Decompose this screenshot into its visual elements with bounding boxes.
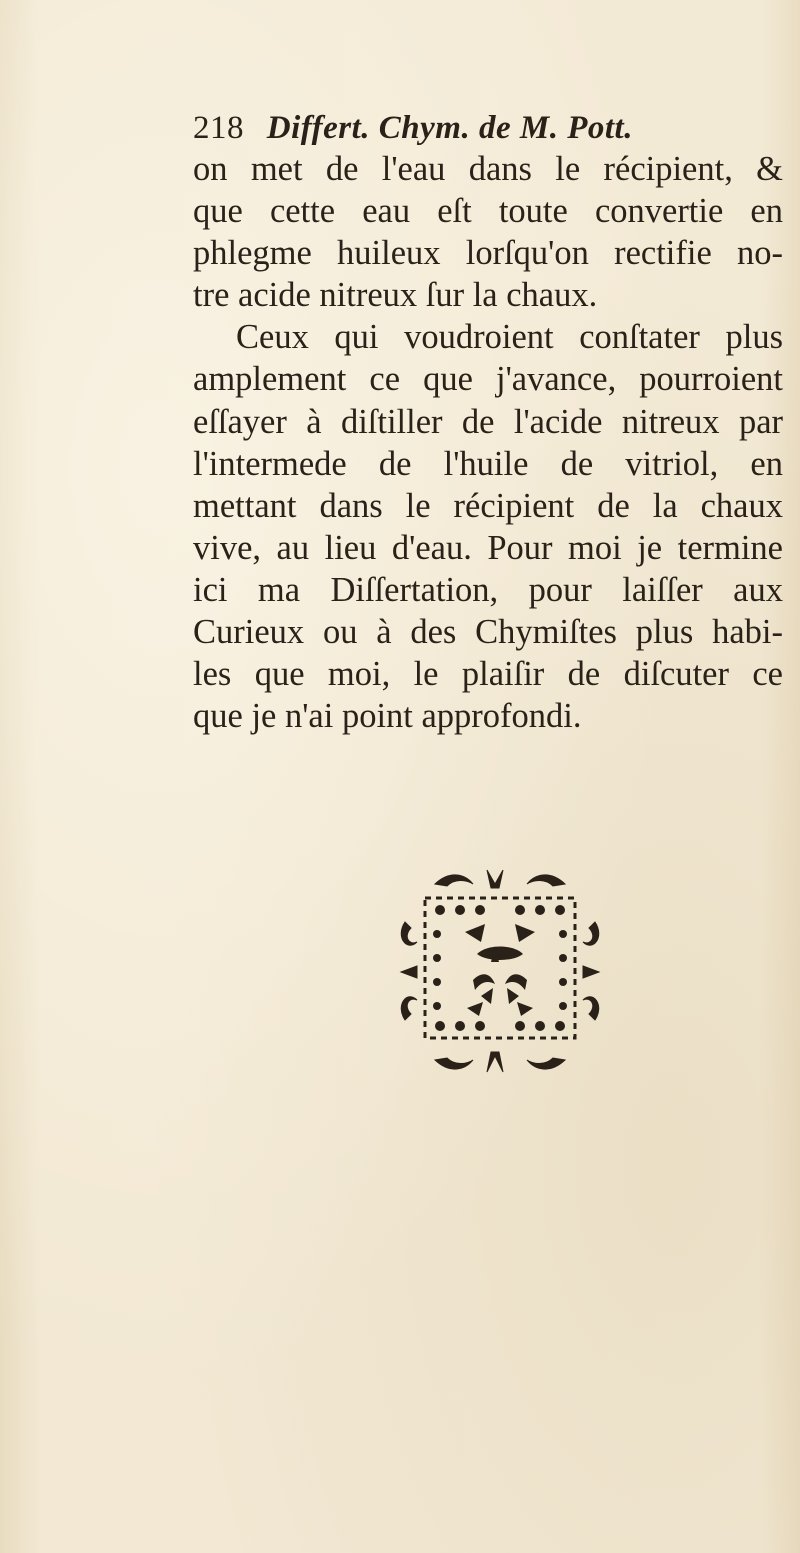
text-line: amplement ce que j'avance, pourroient [193,360,783,399]
text-line: l'intermede de l'huile de vitriol, en [193,444,783,483]
text-line: mettant dans le récipient de la chaux [193,486,783,525]
paragraph-first-line: Ceux qui voudroient conſtater plus [236,318,783,357]
page-number: 218 [193,110,244,146]
text-line: ici ma Diſſertation, pour laiſſer aux [193,570,783,609]
text-line: Curieux ou à des Chymiſtes plus habi- [193,613,783,652]
running-head: Differt. Chym. de M. Pott. [266,110,633,146]
text-line: tre acide nitreux ſur la chaux. [193,276,598,315]
text-line: phlegme huileux lorſqu'on rectifie no- [193,234,783,273]
text-line: les que moi, le plaiſir de diſcuter ce [193,655,783,694]
page-header [193,108,783,148]
text-line: eſſayer à diſtiller de l'acide nitreux par [193,402,783,441]
text-line: que cette eau eſt toute convertie en [193,192,783,231]
text-line: vive, au lieu d'eau. Pour moi je termine [193,528,783,567]
page-content [193,108,783,737]
text-line: que je n'ai point approfondi. [193,697,582,736]
printers-ornament-icon [395,862,605,1074]
text-line: on met de l'eau dans le récipient, & [193,150,783,188]
body-text [193,148,783,737]
